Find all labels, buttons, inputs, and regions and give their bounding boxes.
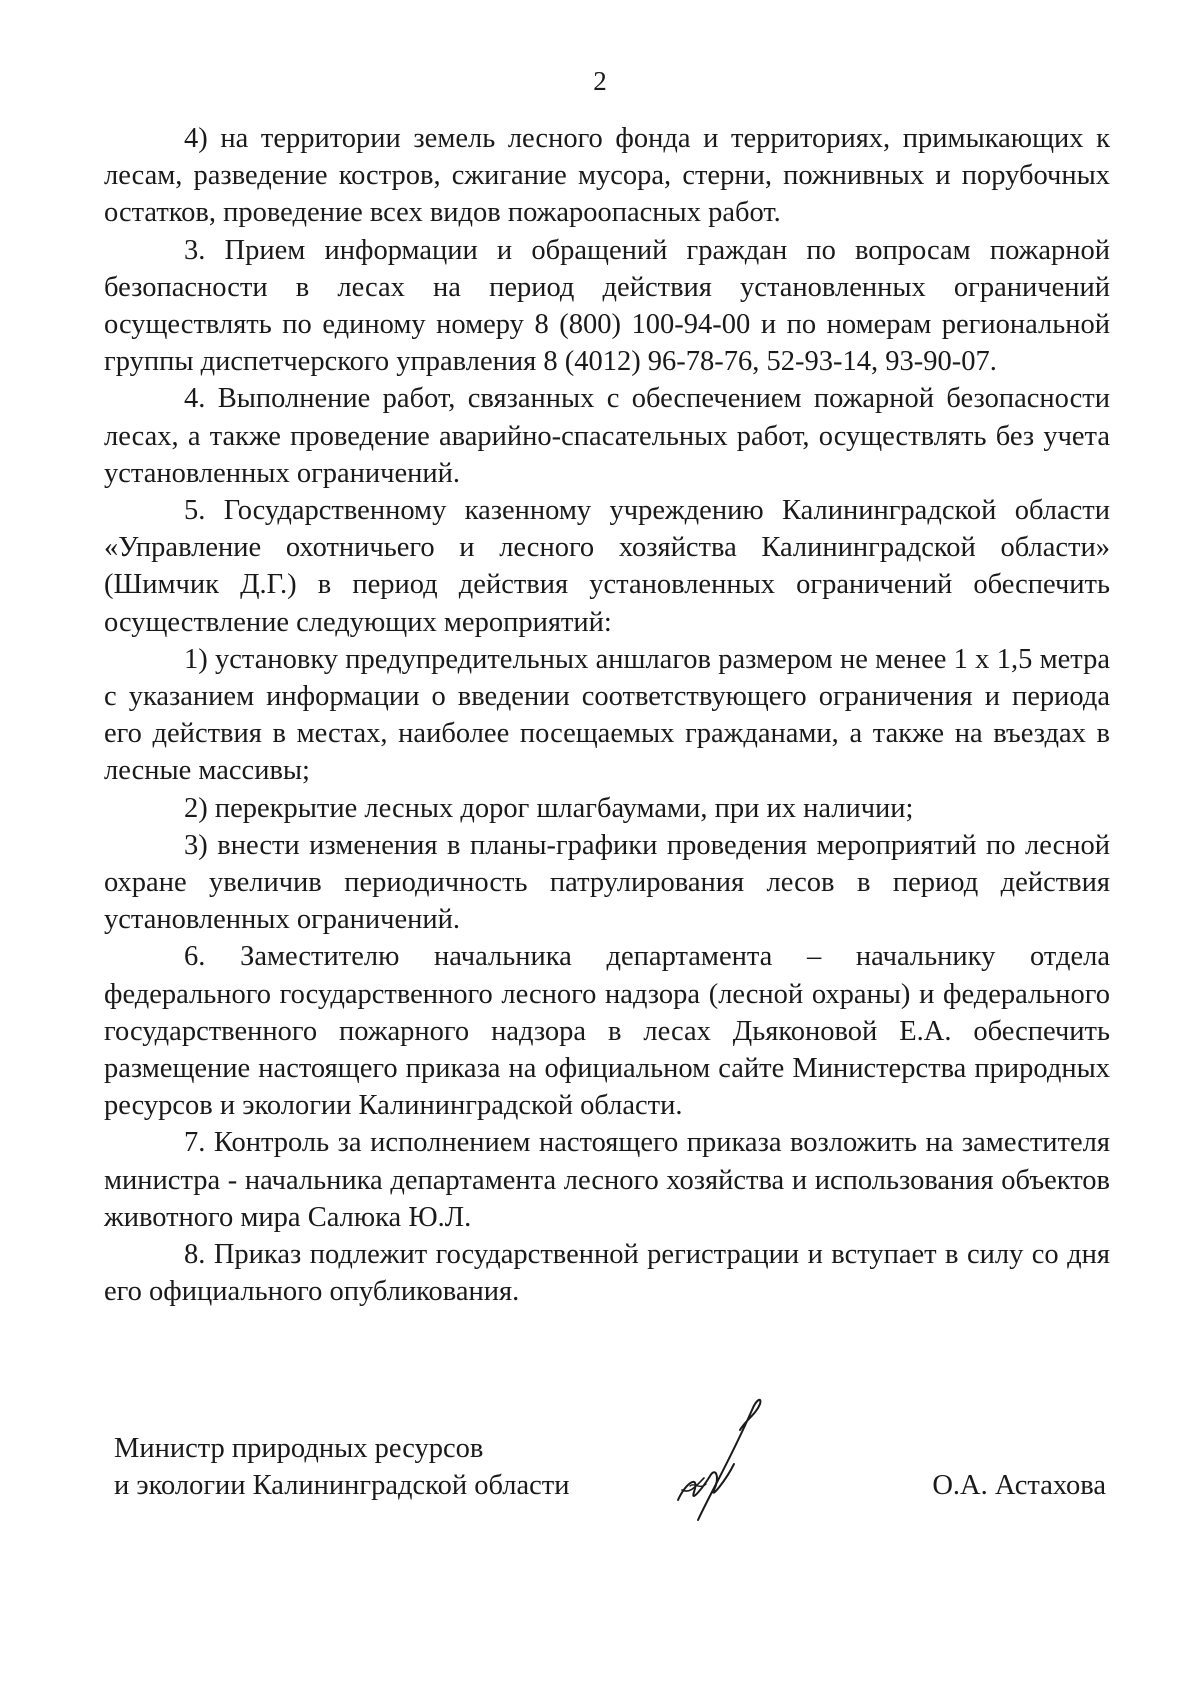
paragraph-5-item-3: 3) внести изменения в планы-графики проведения мероприятий по лесной охране увеличив периодичность патрулирования лесов в период действия установленных ограничений.	[104, 829, 1110, 936]
paragraph-6-publication: 6. Заместителю начальника департамента – начальнику отдела федерального государственного лесного надзора (лесной охраны) и федерального государственного пожарного надзора в лесах Дьяконовой Е.А. обеспечить размещение настоящего приказа на официальном сайте Министерства природных ресурсов и экологии Калининградской области.	[104, 941, 1110, 1122]
handwritten-signature	[660, 1390, 780, 1530]
document-body	[104, 120, 1110, 1311]
paragraph-8-registration: 8. Приказ подлежит государственной регистрации и вступает в силу со дня его официального опубликования.	[104, 1239, 1110, 1308]
signatory-title-line-2: и экологии Калининградской области	[114, 1470, 570, 1502]
paragraph-5-item-1: 1) установку предупредительных аншлагов размером не менее 1 х 1,5 метра с указанием информации о введении соответствующего ограничения и периода его действия в местах, наиболее посещаемых гражданами, а также на въездах в лесные массивы;	[104, 643, 1110, 787]
signatory-title-line-1: Министр природных ресурсов	[114, 1433, 484, 1464]
signatory-title	[114, 1430, 569, 1504]
paragraph-7-control: 7. Контроль за исполнением настоящего приказа возложить на заместителя министра - начальника департамента лесного хозяйства и использования объектов животного мира Салюка Ю.Л.	[104, 1127, 1110, 1233]
paragraph-3-hotline: 3. Прием информации и обращений граждан по вопросам пожарной безопасности в лесах на период действия установленных ограничений осуществлять по единому номеру 8 (800) 100-94-00 и по номерам региональной группы диспетчерского управления 8 (4012) 96-78-76, 52-93-14, 93-90-07.	[104, 234, 1110, 378]
paragraph-5-item-2: 2) перекрытие лесных дорог шлагбаумами, при их наличии;	[184, 792, 914, 824]
signatory-name: О.А. Астахова	[932, 1470, 1106, 1501]
signature-block	[104, 1430, 1110, 1570]
page-number: 2	[593, 66, 607, 96]
paragraph-4-works: 4. Выполнение работ, связанных с обеспечением пожарной безопасности лесах, а также проведение аварийно-спасательных работ, осуществлять без учета установленных ограничений.	[104, 383, 1110, 489]
paragraph-5-institution: 5. Государственному казенному учреждению Калининградской области «Управление охотничьего и лесного хозяйства Калининградской области» (Шимчик Д.Г.) в период действия установленных ограничений обеспечить осуществление следующих мероприятий:	[104, 495, 1110, 638]
paragraph-item-4-restrictions: 4) на территории земель лесного фонда и территориях, примыкающих к лесам, разведение костров, сжигание мусора, стерни, пожнивных и порубочных остатков, проведение всех видов пожароопасных работ.	[104, 123, 1110, 229]
